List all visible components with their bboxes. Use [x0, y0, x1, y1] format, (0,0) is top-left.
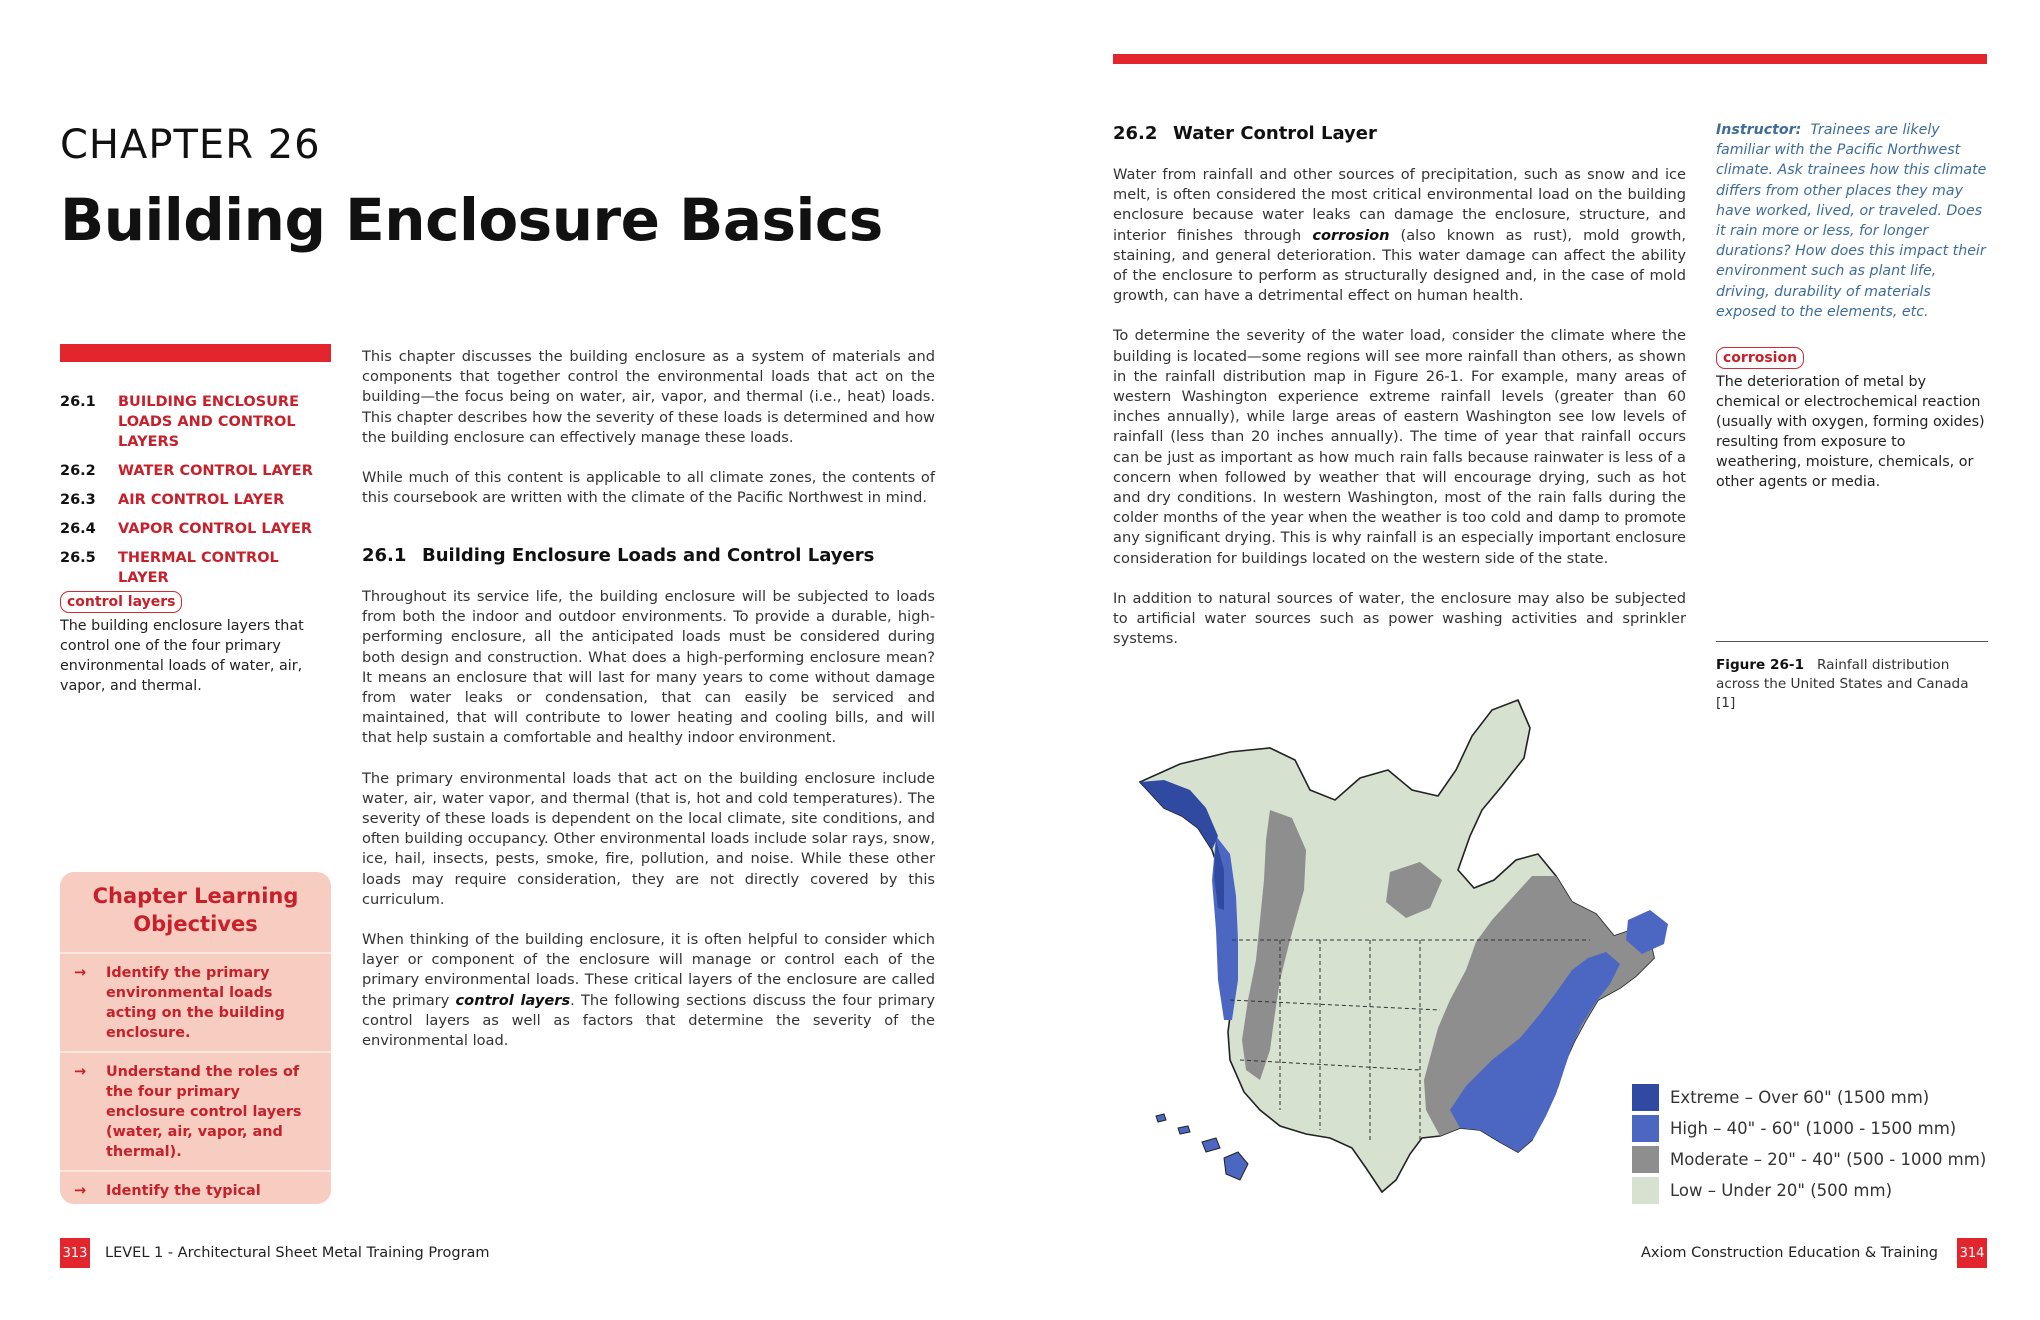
- section-heading-26-2: [1113, 123, 1686, 144]
- glossary-term-inline[interactable]: control layers: [455, 991, 571, 1009]
- map-hawaii: [1156, 1114, 1248, 1180]
- toc-item-label: THERMAL CONTROL LAYER: [118, 550, 279, 586]
- toc-red-bar: [60, 344, 331, 362]
- body-text-run: Water from rainfall and other sources of precipitation, such as snow and ice melt, is often considered the most critical environmental load on the building enclosure because water leaks can damage the enclosure, structure, and interior finishes through: [1113, 166, 1686, 244]
- legend-swatch: [1632, 1146, 1659, 1173]
- section-26-1-body: [362, 587, 935, 1071]
- chapter-title: Building Enclosure Basics: [60, 186, 883, 254]
- arrow-right-icon: →: [74, 1183, 87, 1199]
- legend-swatch: [1632, 1084, 1659, 1111]
- toc-item-number: 26.1: [60, 394, 96, 410]
- body-text-run: When thinking of the building enclosure, it is often helpful to consider which layer or component of the enclosure will manage or control each of the primary environmental loads. These critical layers of the enclosure are called the primary: [362, 931, 935, 1009]
- figure-caption: [1716, 656, 1988, 713]
- learning-objectives-box: [60, 872, 331, 1204]
- toc-item-number: 26.2: [60, 463, 96, 479]
- toc-item[interactable]: [60, 519, 330, 539]
- legend-item: [1632, 1144, 1986, 1175]
- intro-paragraph: This chapter discusses the building enclosure as a system of materials and components that together control the environmental loads that act on the building—the focus being on water, air, vapor, and thermal (i.e., heat) loads. This chapter describes how the severity of these loads is determined and how the building enclosure can effectively manage these loads.: [362, 348, 935, 446]
- body-text-run: (also known as rust), mold growth, staining, and general deterioration. This water damage can affect the ability of the enclosure to perform as structurally designed and, in the case of mold growth, can have a detrimental effect on human health.: [1113, 226, 1686, 305]
- toc-item-number: 26.5: [60, 550, 96, 566]
- glossary-term-definition: The deterioration of metal by chemical or electrochemical reaction (usually with oxygen, forming oxides) resulting from exposure to weathering, moisture, chemicals, or other agents or media.: [1716, 374, 1985, 490]
- legend-item: [1632, 1113, 1986, 1144]
- page-number-left: 313: [60, 1238, 90, 1268]
- arrow-right-icon: →: [74, 965, 87, 981]
- glossary-term-inline[interactable]: corrosion: [1312, 226, 1390, 244]
- legend-swatch: [1632, 1177, 1659, 1204]
- toc-item-number: 26.4: [60, 521, 96, 537]
- instructor-text: Trainees are likely familiar with the Pacific Northwest climate. Ask trainees how this climate differs from other places they may have worked, lived, or traveled. Does it rain more or less, for longer durations? How does this impact their environment such as plant life, driving, durability of materials exposed to the elements, etc.: [1716, 122, 1987, 320]
- figure-caption-text: Rainfall distribution across the United States and Canada [1]: [1716, 657, 1969, 711]
- legend-label: Low – Under 20" (500 mm): [1670, 1181, 1893, 1200]
- toc-item-label: VAPOR CONTROL LAYER: [118, 521, 313, 537]
- toc-item-label: AIR CONTROL LAYER: [118, 492, 285, 508]
- toc-item-label: WATER CONTROL LAYER: [118, 463, 313, 479]
- learning-objectives-title: Chapter Learning Objectives: [92, 884, 299, 936]
- legend-item: [1632, 1175, 1986, 1206]
- legend-label: Extreme – Over 60" (1500 mm): [1670, 1088, 1930, 1107]
- toc-item-number: 26.3: [60, 492, 96, 508]
- toc-item[interactable]: [60, 392, 330, 452]
- map-legend: [1632, 1082, 1986, 1206]
- legend-label: High – 40" - 60" (1000 - 1500 mm): [1670, 1119, 1957, 1138]
- body-paragraph: Throughout its service life, the building enclosure will be subjected to loads from both the indoor and outdoor environments. To provide a durable, high-performing enclosure, all the anticipated loads must be considered during both design and construction. What does a high-performing enclosure mean? It means an enclosure that will last for many years to come without damage from water leaks or condensation, that can easily be serviced and maintained, that will contribute to lower heating and cooling bills, and will that help sustain a comfortable and healthy indoor environment.: [362, 588, 935, 747]
- body-paragraph: To determine the severity of the water load, consider the climate where the building is located—some regions will see more rainfall than others, as shown in the rainfall distribution map in Figure 26-1. For example, many areas of western Washington experience extreme rainfall levels (greater than 60 inches annually), while large areas of eastern Washington see low levels of rainfall (less than 20 inches annually). The time of year that rainfall occurs can be just as important as how much rain falls because rainwater is less of a concern when followed by weather that will encourage drying, such as hot and dry conditions. In western Washington, most of the rain falls during the colder months of the year when the weather is too cold and damp to promote any significant drying. This is why rainfall is an especially important enclosure consideration for buildings located on the western side of the state.: [1113, 327, 1686, 567]
- glossary-term-corrosion: [1716, 347, 1988, 492]
- footer-left: LEVEL 1 - Architectural Sheet Metal Training Program: [105, 1245, 490, 1261]
- footer-right: Axiom Construction Education & Training: [1641, 1245, 1938, 1261]
- body-paragraph: The primary environmental loads that act on the building enclosure include water, air, water vapor, and thermal (that is, hot and cold temperatures). The severity of these loads is dependent on the local climate, site conditions, and often building occupancy. Other environmental loads include solar rays, snow, ice, hail, insects, pests, smoke, fire, pollution, and noise. While these other loads may require consideration, they are not directly covered by this curriculum.: [362, 769, 935, 908]
- glossary-term-tag: control layers: [60, 591, 182, 613]
- legend-item: [1632, 1082, 1986, 1113]
- glossary-term-control-layers: [60, 591, 310, 696]
- body-paragraph: [1113, 165, 1686, 306]
- learning-objective-item: [60, 952, 331, 1051]
- learning-objective-item: [60, 1051, 331, 1170]
- glossary-term-definition: The building enclosure layers that control one of the four primary environmental loads of water, air, vapor, and thermal.: [60, 618, 304, 694]
- section-26-2-body: [1113, 165, 1686, 669]
- body-text-run: . The following sections discuss the four primary control layers as well as factors that determine the severity of the environmental load.: [362, 991, 936, 1050]
- page-number-right: 314: [1957, 1238, 1987, 1268]
- figure-divider: [1716, 641, 1988, 642]
- learning-objective-item: [60, 1170, 331, 1204]
- section-number: 26.2: [1113, 123, 1158, 144]
- rainfall-map: [1120, 640, 1720, 1210]
- legend-swatch: [1632, 1115, 1659, 1142]
- chapter-label: CHAPTER 26: [60, 122, 321, 168]
- figure-label: Figure 26-1: [1716, 657, 1805, 673]
- toc-item[interactable]: [60, 490, 330, 510]
- instructor-note: [1716, 120, 1988, 322]
- learning-objective-text: Understand the roles of the four primary enclosure control layers (water, air, vapor, and thermal).: [106, 1064, 302, 1160]
- legend-label: Moderate – 20" - 40" (500 - 1000 mm): [1670, 1150, 1987, 1169]
- learning-objective-text: Identify the primary environmental loads acting on the building enclosure.: [106, 965, 285, 1041]
- body-paragraph: [362, 930, 935, 1051]
- header-red-bar: [1113, 54, 1987, 64]
- toc-item[interactable]: [60, 548, 330, 588]
- arrow-right-icon: →: [74, 1064, 87, 1080]
- intro-paragraph: While much of this content is applicable to all climate zones, the contents of this coursebook are written with the climate of the Pacific Northwest in mind.: [362, 469, 935, 507]
- chapter-intro: [362, 347, 935, 528]
- learning-objective-text: Identify the typical: [106, 1183, 261, 1199]
- toc-item-label: BUILDING ENCLOSURE LOADS AND CONTROL LAYERS: [118, 394, 299, 450]
- section-heading-26-1: [362, 545, 935, 566]
- instructor-label: Instructor:: [1716, 122, 1802, 138]
- section-title: Building Enclosure Loads and Control Layers: [422, 545, 875, 566]
- toc-item[interactable]: [60, 461, 330, 481]
- section-number: 26.1: [362, 545, 407, 566]
- section-title: Water Control Layer: [1173, 123, 1377, 144]
- glossary-term-tag: corrosion: [1716, 347, 1804, 369]
- body-paragraph: In addition to natural sources of water, the enclosure may also be subjected to artificial water sources such as power washing activities and sprinkler systems.: [1113, 589, 1686, 648]
- table-of-contents: [60, 392, 330, 597]
